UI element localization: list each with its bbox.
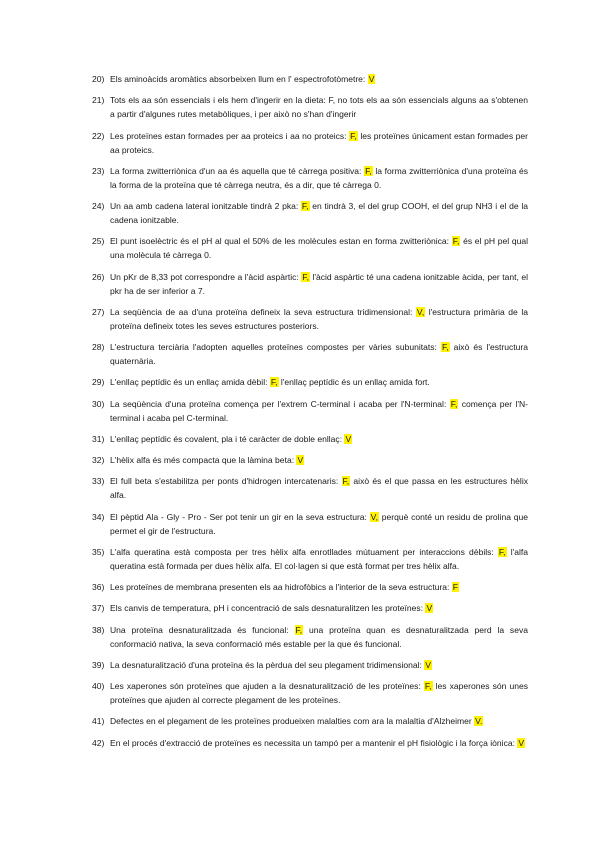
question-number: 37) (92, 603, 105, 614)
question-number: 34) (92, 511, 105, 522)
question-text (110, 453, 528, 467)
answer-highlight: V (425, 659, 431, 670)
question-text (110, 129, 528, 157)
question-number: 42) (92, 737, 105, 748)
answer-highlight: F, (302, 271, 309, 282)
question-item (92, 432, 528, 446)
question-number: 28) (92, 342, 105, 352)
question-number: 20) (92, 74, 105, 84)
answer-highlight: V (426, 603, 433, 614)
statement-text: La desnaturalització d'una proteïna és la pèrdua del seu plegament tridimensional: (110, 659, 425, 670)
answer-highlight: F, (270, 377, 278, 388)
statement-text: Els canvis de temperatura, pH i concentració de sals desnaturalitzen les proteïnes: (110, 603, 426, 614)
question-number: 27) (92, 306, 105, 317)
question-item (92, 93, 528, 121)
question-text (110, 545, 528, 573)
question-text (110, 164, 528, 192)
answer-highlight: V (297, 455, 304, 465)
explanation-text: l'àcid aspàrtic té una cadena ionitzable àcida, per tant, el pkr ha de ser inferior a 7. (110, 271, 528, 296)
answer-highlight: F, (450, 398, 458, 409)
statement-text: Un aa amb cadena lateral ionitzable tindrà 2 pka: (110, 201, 301, 211)
question-text (110, 623, 528, 651)
statement-text: L'hèlix alfa és més compacta que la làmina beta: (110, 455, 297, 465)
question-item (92, 623, 528, 651)
answer-highlight: V (345, 433, 352, 444)
question-number: 21) (92, 95, 105, 106)
statement-text: L'alfa queratina està composta per tres hèlix alfa enrotllades mútuament per interaccions dèbils: (110, 546, 498, 557)
question-item (92, 129, 528, 157)
answer-highlight: F, (424, 681, 432, 691)
statement-text: Les xaperones són proteïnes que ajuden a la desnaturalització de les proteïnes: (110, 681, 424, 691)
question-text (110, 340, 528, 368)
answer-highlight: F, (301, 201, 309, 211)
answer-highlight: F, (295, 624, 303, 635)
explanation-text: comença per l'N-terminal i acaba pel C-terminal. (110, 398, 528, 423)
explanation-text: perquè conté un residu de prolina que permet el gir de l'estructura. (110, 511, 528, 536)
statement-text: L'estructura terciària l'adopten aquelles proteïnes compostes per vàries subunitats: (110, 342, 441, 352)
question-text (110, 736, 528, 750)
answer-highlight: F, (452, 236, 460, 247)
answer-highlight: F, (365, 165, 372, 176)
statement-text: En el procés d'extracció de proteïnes es necessita un tampó per a mantenir el pH fisiològic i la força iònica: (110, 737, 518, 748)
question-text (110, 679, 528, 707)
question-text (110, 72, 528, 86)
answer-highlight: F, (342, 476, 350, 487)
explanation-text: les proteïnes únicament estan formades per aa proteics. (110, 130, 528, 155)
answer-highlight: F, (350, 130, 357, 141)
statement-text: Un pKr de 8,33 pot correspondre a l'àcid aspàrtic: (110, 271, 302, 282)
statement-text: El punt isoelèctric és el pH al qual el 50% de les molècules estan en forma zwitteriònica: (110, 236, 452, 247)
question-item (92, 736, 528, 750)
question-number: 32) (92, 455, 105, 465)
question-text (110, 714, 528, 728)
explanation-text: això és l'estructura quaternària. (110, 342, 528, 366)
statement-text: El full beta s'estabilitza per ponts d'hidrogen intercatenaris: (110, 476, 342, 487)
answer-highlight: V (368, 74, 375, 84)
question-item (92, 270, 528, 298)
statement-text: La forma zwitterriònica d'un aa és aquella que té càrrega positiva: (110, 165, 365, 176)
question-number: 38) (92, 624, 105, 635)
question-list (92, 72, 528, 757)
question-item (92, 199, 528, 227)
statement-text: Defectes en el plegament de les proteïnes produeixen malalties com ara la malaltia d'Alzheimer (110, 716, 475, 727)
question-text (110, 432, 528, 446)
question-number: 31) (92, 433, 105, 444)
statement-text: La seqüència de aa d'una proteïna defineix la seva estructura tridimensional: (110, 306, 416, 317)
statement-text: L'enllaç peptídic és un enllaç amida dèbil: (110, 377, 270, 388)
question-text (110, 510, 528, 538)
question-number: 22) (92, 130, 105, 141)
statement-text: El pèptid Ala - Gly - Pro - Ser pot tenir un gir en la seva estructura: (110, 511, 370, 522)
explanation-text: la forma zwitterriònica d'una proteïna és la forma de la proteïna que té càrrega neutra, és a dir, que té càrrega 0. (110, 165, 529, 190)
question-number: 39) (92, 659, 105, 670)
question-item (92, 580, 528, 594)
question-item (92, 510, 528, 538)
question-text (110, 601, 528, 615)
explanation-text: l'enllaç peptídic és un enllaç amida fort. (278, 377, 430, 388)
question-text (110, 658, 528, 672)
question-number: 33) (92, 476, 105, 487)
question-text (110, 474, 528, 502)
statement-text: La seqüència d'una proteïna comença per l'extrem C-terminal i acaba per l'N-terminal: (110, 398, 450, 409)
explanation-text: una proteïna quan es desnaturalitzada perd la seva conformació nativa, la seva conformació més estable per la que és funcional. (110, 624, 528, 649)
question-text (110, 375, 528, 389)
statement-text: Tots els aa són essencials i els hem d'ingerir en la dieta: F, no tots els aa són essencials alguns aa s'obtenen a partir d'algunes rutes metabòliques, i per això no s'han d'ingerir (110, 95, 528, 120)
question-number: 30) (92, 398, 105, 409)
question-number: 40) (92, 681, 105, 691)
statement-text: Les proteïnes de membrana presenten els aa hidrofòbics a l'interior de la seva estructura: (110, 582, 452, 592)
statement-text: Els aminoàcids aromàtics absorbeixen llum en l' espectrofotòmetre: (110, 74, 368, 84)
answer-highlight: V. (475, 716, 483, 727)
question-item (92, 397, 528, 425)
question-number: 29) (92, 377, 105, 388)
question-item (92, 714, 528, 728)
question-text (110, 397, 528, 425)
explanation-text: en tindrà 3, el del grup COOH, el del grup NH3 i el de la cadena ionitzable. (110, 201, 528, 225)
explanation-text: l'alfa queratina està formada per dues hèlix alfa. El col·lagen si que està format per tres hèlix alfa. (110, 546, 529, 571)
explanation-text: les xaperones són unes proteïnes que ajuden al correcte plegament de les proteïnes. (110, 681, 528, 705)
answer-highlight: F, (441, 342, 449, 352)
question-item (92, 658, 528, 672)
statement-text: Una proteïna desnaturalitzada és funcional: (110, 624, 295, 635)
explanation-text: és el pH pel qual una molècula té càrrega 0. (110, 236, 528, 261)
question-item (92, 375, 528, 389)
question-number: 23) (92, 165, 105, 176)
question-item (92, 474, 528, 502)
question-text (110, 93, 528, 121)
answer-highlight: V, (370, 511, 378, 522)
question-text (110, 234, 528, 262)
answer-highlight: V, (416, 306, 425, 317)
question-item (92, 164, 528, 192)
answer-highlight: F, (498, 546, 506, 557)
answer-highlight: F (452, 582, 459, 592)
statement-text: L'enllaç peptídic és covalent, pla i té caràcter de doble enllaç: (110, 433, 345, 444)
explanation-text: l'estructura primària de la proteïna defineix totes les seves estructures posteriors. (110, 306, 528, 331)
question-number: 25) (92, 236, 105, 247)
question-item (92, 72, 528, 86)
question-number: 41) (92, 716, 105, 727)
question-text (110, 305, 528, 333)
question-number: 35) (92, 546, 105, 557)
question-number: 26) (92, 271, 105, 282)
question-number: 36) (92, 582, 105, 592)
question-item (92, 305, 528, 333)
question-text (110, 270, 528, 298)
question-item (92, 453, 528, 467)
answer-highlight: V (518, 737, 525, 748)
question-item (92, 601, 528, 615)
statement-text: Les proteïnes estan formades per aa proteics i aa no proteics: (110, 130, 350, 141)
question-item (92, 545, 528, 573)
question-item (92, 234, 528, 262)
explanation-text: això és el que passa en les estructures hèlix alfa. (110, 476, 528, 501)
question-text (110, 199, 528, 227)
question-item (92, 679, 528, 707)
question-item (92, 340, 528, 368)
question-text (110, 580, 528, 594)
question-number: 24) (92, 201, 105, 211)
